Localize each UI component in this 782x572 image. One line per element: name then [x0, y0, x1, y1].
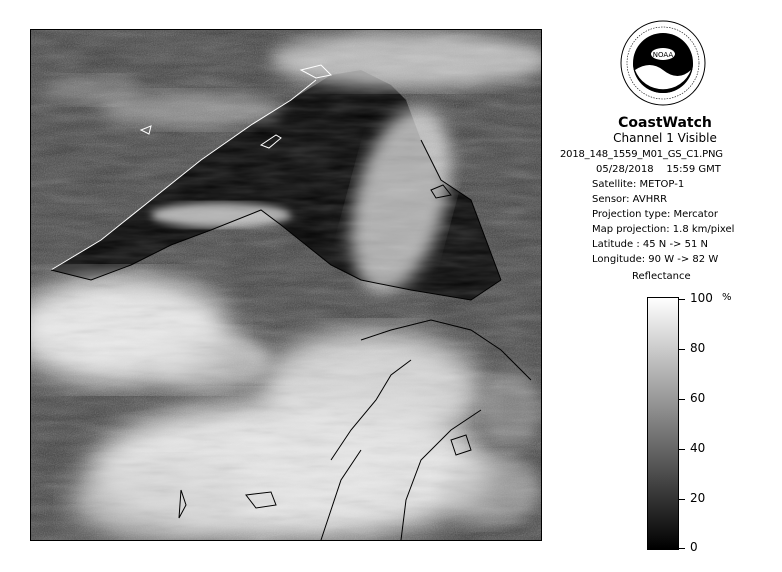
- time-label: 15:59 GMT: [666, 164, 721, 175]
- colorbar-tick-label: 80: [690, 341, 706, 355]
- noaa-seal-icon: [620, 20, 706, 106]
- map-projection-label: Map projection: 1.8 km/pixel: [592, 224, 735, 235]
- datetime-row: [560, 162, 770, 177]
- sensor-label: Sensor: AVHRR: [592, 194, 668, 205]
- reflectance-colorbar: [647, 297, 679, 550]
- colorbar-tick: [679, 499, 685, 500]
- noaa-logo: [620, 20, 706, 106]
- brand-title: CoastWatch: [618, 115, 712, 131]
- colorbar-tick: [679, 449, 685, 450]
- colorbar-tick-label: 60: [690, 391, 706, 405]
- longitude-label: Longitude: 90 W -> 82 W: [592, 254, 719, 265]
- colorbar-tick-label: 100: [690, 291, 713, 305]
- satellite-image: [30, 29, 542, 541]
- projection-type-label: Projection type: Mercator: [592, 209, 718, 220]
- filename-label: 2018_148_1559_M01_GS_C1.PNG: [560, 149, 723, 160]
- colorbar-tick-label: 40: [690, 441, 706, 455]
- satellite-image-render: [31, 30, 542, 541]
- colorbar-tick: [679, 399, 685, 400]
- colorbar-tick-label: 0: [690, 540, 698, 554]
- latitude-label: Latitude : 45 N -> 51 N: [592, 239, 708, 250]
- metadata-panel: [560, 115, 770, 267]
- colorbar-tick: [679, 349, 685, 350]
- colorbar-tick-label: 20: [690, 491, 706, 505]
- colorbar-title: Reflectance: [632, 271, 691, 282]
- colorbar-unit: %: [722, 292, 732, 303]
- colorbar-tick: [679, 299, 685, 300]
- satellite-label: Satellite: METOP-1: [592, 179, 685, 190]
- colorbar-tick: [679, 548, 685, 549]
- channel-label: Channel 1 Visible: [613, 131, 717, 145]
- logo-inner-text: NOAA: [652, 51, 674, 59]
- date-label: 05/28/2018: [596, 164, 654, 175]
